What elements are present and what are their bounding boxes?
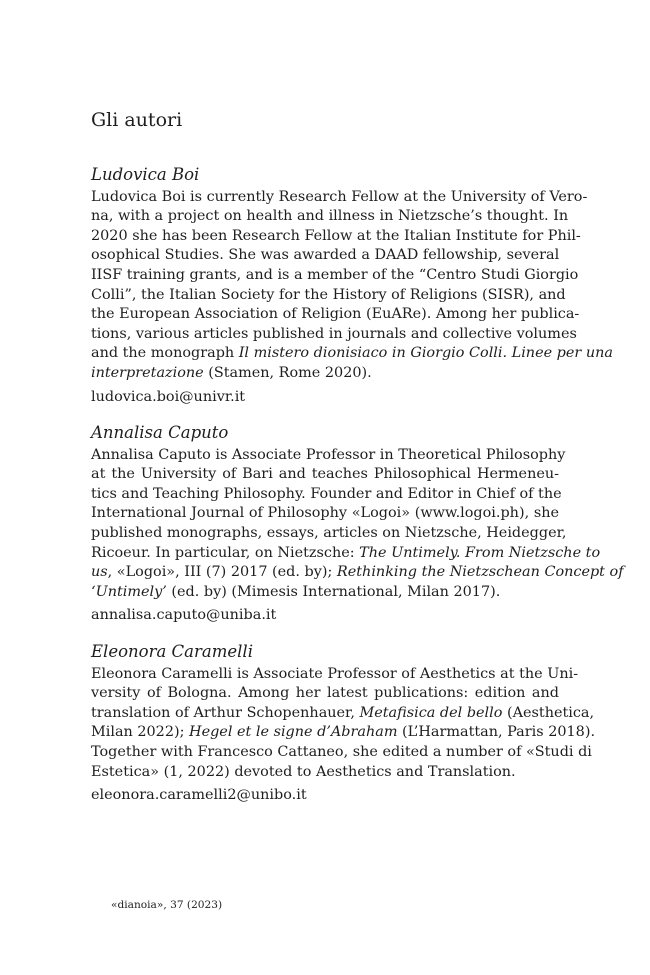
bio-line (91, 364, 559, 384)
author-entry (91, 423, 624, 626)
bio-line (91, 188, 588, 208)
bio-line (91, 524, 567, 544)
bio-text: Estetica» (1, 2022) devoted to Aesthetics and Translation. (91, 763, 516, 780)
bio-text: and the monograph (91, 345, 239, 362)
bio-title-italic: interpretazione (91, 364, 204, 381)
bio-line (91, 485, 562, 505)
bio-line (91, 563, 624, 583)
bio-line (91, 665, 579, 685)
bio-text: at the University of Bari and teaches Philosophical Hermeneu- (91, 466, 559, 483)
author-entry (91, 165, 613, 407)
bio-text: Ricoeur. In particular, on Nietzsche: (91, 544, 360, 561)
bio-line (91, 227, 581, 247)
bio-text: Annalisa Caputo is Associate Professor in Theoretical Philosophy (91, 446, 566, 463)
bio-title-italic: The Untimely. From Nietzsche to (359, 544, 601, 561)
author-bio (91, 446, 624, 603)
bio-line (91, 207, 569, 227)
page-footer: «dianoia», 37 (2023) (111, 899, 223, 911)
bio-text: tions, various articles published in journals and collective volumes (91, 325, 577, 342)
bio-text: published monographs, essays, articles on Nietzsche, Heidegger, (91, 524, 567, 541)
bio-line (91, 684, 559, 704)
bio-title-italic: Hegel et le signe d’Abraham (189, 724, 398, 741)
bio-text: na, with a project on health and illness in Nietzsche’s thought. In (91, 208, 569, 225)
bio-line (91, 504, 559, 524)
author-name: Ludovica Boi (91, 165, 200, 184)
bio-text: , «Logoi», III (7) 2017 (ed. by); (107, 564, 337, 581)
bio-line (91, 723, 596, 743)
bio-text: (ed. by) (Mimesis International, Milan 2017). (166, 583, 501, 600)
bio-line (91, 446, 566, 466)
author-name: Eleonora Caramelli (91, 642, 253, 661)
bio-text: Milan 2022); (91, 724, 190, 741)
author-bio (91, 188, 613, 384)
bio-text: (Aesthetica, (502, 704, 595, 721)
bio-title-italic: Metafisica del bello (359, 704, 503, 721)
author-email[interactable]: ludovica.boi@univr.it (91, 388, 246, 405)
bio-line (91, 305, 580, 325)
bio-text: the European Association of Religion (EuARe). Among her publica- (91, 306, 580, 323)
author-entry (91, 642, 596, 806)
bio-text: tics and Teaching Philosophy. Founder and Editor in Chief of the (91, 485, 562, 502)
bio-text: Together with Francesco Cattaneo, she edited a number of «Studi di (91, 743, 592, 760)
author-email[interactable]: eleonora.caramelli2@unibo.it (91, 787, 307, 804)
bio-text: Colli”, the Italian Society for the History of Religions (SISR), and (91, 286, 566, 303)
author-bio (91, 665, 596, 783)
section-title: Gli autori (91, 109, 183, 131)
bio-title-italic: Rethinking the Nietzschean Concept of (336, 564, 624, 581)
bio-line (91, 465, 559, 485)
bio-line (91, 544, 601, 564)
author-email[interactable]: annalisa.caputo@uniba.it (91, 607, 277, 624)
bio-text: (L’Harmattan, Paris 2018). (397, 724, 596, 741)
bio-text: (Stamen, Rome 2020). (203, 364, 372, 381)
bio-line (91, 325, 577, 345)
bio-text: osophical Studies. She was awarded a DAAD fellowship, several (91, 247, 560, 264)
bio-line (91, 704, 595, 724)
bio-line (91, 583, 559, 603)
bio-text: International Journal of Philosophy «Logoi» (www.logoi.ph), she (91, 505, 559, 522)
bio-text: 2020 she has been Research Fellow at the Italian Institute for Phil- (91, 227, 581, 244)
bio-text: Eleonora Caramelli is Associate Professor of Aesthetics at the Uni- (91, 665, 579, 682)
bio-line (91, 763, 559, 783)
bio-line (91, 344, 613, 364)
bio-title-italic: us (91, 564, 108, 581)
bio-text: Ludovica Boi is currently Research Fellow at the University of Vero- (91, 188, 588, 205)
bio-title-italic: Il mistero dionisiaco in Giorgio Colli. Linee per una (238, 345, 613, 362)
bio-title-italic: ‘Untimely’ (91, 583, 167, 600)
bio-line (91, 286, 566, 306)
bio-line (91, 246, 559, 266)
bio-line (91, 743, 592, 763)
bio-text: translation of Arthur Schopenhauer, (91, 704, 360, 721)
bio-text: IISF training grants, and is a member of the “Centro Studi Giorgio (91, 266, 579, 283)
author-name: Annalisa Caputo (91, 423, 229, 442)
bio-line (91, 266, 579, 286)
bio-text: versity of Bologna. Among her latest publications: edition and (91, 685, 559, 702)
